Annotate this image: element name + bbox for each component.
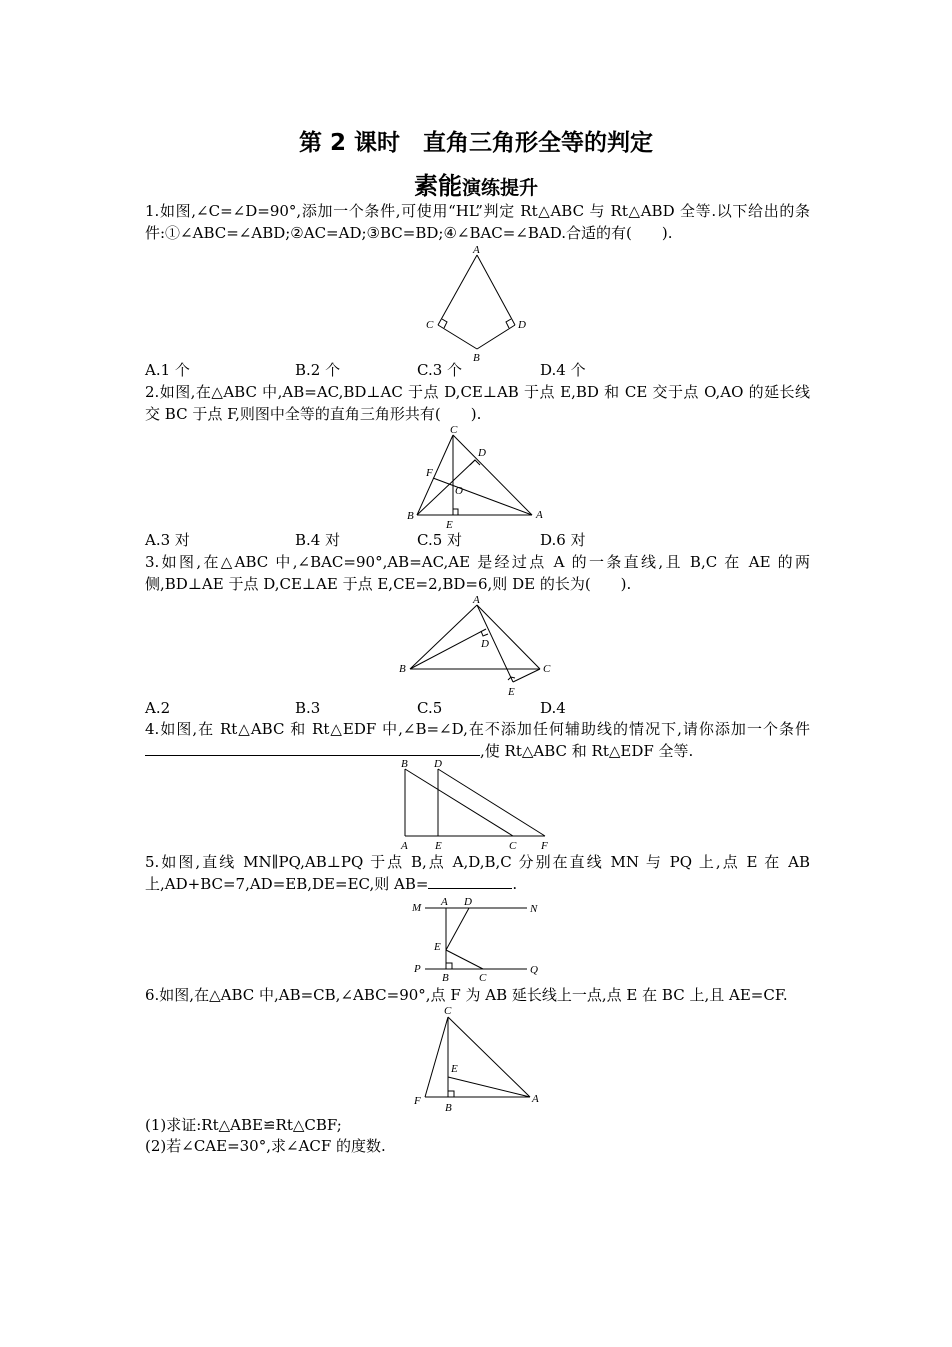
q6-label-e: E xyxy=(451,1063,458,1075)
q2-option-a: A.3 对 xyxy=(145,531,190,549)
q6-label-c: C xyxy=(444,1005,452,1017)
q3-label-c: C xyxy=(543,663,551,675)
q3-label-d: D xyxy=(481,638,489,650)
q1-label-c: C xyxy=(426,319,434,331)
q5-answer-blank[interactable] xyxy=(428,874,512,889)
q4-label-b: B xyxy=(401,758,408,770)
q1-label-b: B xyxy=(473,352,480,364)
q5-text-pre: 5.如图,直线 MN∥PQ,AB⊥PQ 于点 B,点 A,D,B,C 分别在直线 MN 与 PQ 上,点 E 在 AB 上,AD+BC=7,AD=EB,DE=EC,则 AB= xyxy=(145,853,810,893)
question-4-text xyxy=(145,718,810,762)
question-6-figure xyxy=(410,1003,545,1115)
section-heading-main: 素能 xyxy=(413,172,462,200)
q3-option-b: B.3 xyxy=(295,699,321,717)
q1-option-a: A.1 个 xyxy=(145,361,190,379)
q2-option-b: B.4 对 xyxy=(295,531,341,549)
q4-answer-blank[interactable] xyxy=(145,741,480,756)
q2-label-a: A xyxy=(536,509,543,521)
q1-label-d: D xyxy=(518,319,526,331)
q5-text-post: . xyxy=(512,875,518,893)
q6-label-b: B xyxy=(445,1102,452,1114)
section-heading xyxy=(0,166,952,201)
q5-label-p: P xyxy=(414,963,421,975)
q4-label-a: A xyxy=(401,840,408,852)
question-5-text xyxy=(145,851,810,895)
q5-label-b: B xyxy=(442,972,449,984)
question-2-figure xyxy=(400,420,550,532)
q3-option-a: A.2 xyxy=(145,699,171,717)
q4-label-c: C xyxy=(509,840,517,852)
question-6-part-1: (1)求证:Rt△ABE≌Rt△CBF; xyxy=(145,1116,342,1134)
q5-label-c: C xyxy=(479,972,487,984)
q5-label-q: Q xyxy=(530,964,538,976)
q3-label-e: E xyxy=(508,686,515,698)
q1-option-b: B.2 个 xyxy=(295,361,341,379)
q5-label-d: D xyxy=(464,896,472,908)
q3-label-b: B xyxy=(399,663,406,675)
q2-option-d: D.6 对 xyxy=(540,531,586,549)
q4-label-f: F xyxy=(541,840,548,852)
q5-label-a: A xyxy=(441,896,448,908)
q3-option-c: C.5 xyxy=(417,699,443,717)
q1-option-d: D.4 个 xyxy=(540,361,586,379)
question-2-text: 2.如图,在△ABC 中,AB=AC,BD⊥AC 于点 D,CE⊥AB 于点 E,BD 和 CE 交于点 O,AO 的延长线交 BC 于点 F,则图中全等的直角三角形共有( ). xyxy=(145,383,810,423)
q1-label-a: A xyxy=(473,244,480,256)
question-6-part-2: (2)若∠CAE=30°,求∠ACF 的度数. xyxy=(145,1137,386,1155)
section-heading-sub: 演练提升 xyxy=(461,177,538,199)
q2-label-b: B xyxy=(407,510,414,522)
q4-label-e: E xyxy=(435,840,442,852)
q5-label-n: N xyxy=(530,903,538,915)
q3-label-a: A xyxy=(473,594,480,606)
question-3-figure xyxy=(395,593,560,701)
q6-label-a: A xyxy=(532,1093,539,1105)
q6-label-f: F xyxy=(414,1095,421,1107)
q1-option-c: C.3 个 xyxy=(417,361,463,379)
q2-label-f: F xyxy=(426,467,433,479)
q4-label-d: D xyxy=(434,758,442,770)
q2-option-c: C.5 对 xyxy=(417,531,463,549)
q3-option-d: D.4 xyxy=(540,699,566,717)
q4-text-post: ,使 Rt△ABC 和 Rt△EDF 全等. xyxy=(480,742,694,760)
question-6-text: 6.如图,在△ABC 中,AB=CB,∠ABC=90°,点 F 为 AB 延长线上一点,点 E 在 BC 上,且 AE=CF. xyxy=(145,986,788,1004)
q2-label-e: E xyxy=(446,519,453,531)
q4-text-pre: 4.如图,在 Rt△ABC 和 Rt△EDF 中,∠B=∠D,在不添加任何辅助线的情况下,请你添加一个条件 xyxy=(145,720,810,738)
q5-label-m: M xyxy=(412,902,422,914)
q5-label-e: E xyxy=(434,941,441,953)
question-5-figure xyxy=(405,893,550,985)
question-3-text: 3.如图,在△ABC 中,∠BAC=90°,AB=AC,AE 是经过点 A 的一条直线,且 B,C 在 AE 的两侧,BD⊥AE 于点 D,CE⊥AE 于点 E,CE=2,BD=6,则 DE 的长为( ). xyxy=(145,553,810,593)
q2-label-d: D xyxy=(478,447,486,459)
question-4-figure xyxy=(395,757,560,853)
q2-label-o: O xyxy=(455,485,463,497)
q2-label-c: C xyxy=(450,424,458,436)
question-1-text: 1.如图,∠C=∠D=90°,添加一个条件,可使用“HL”判定 Rt△ABC 与 Rt△ABD 全等.以下给出的条件:①∠ABC=∠ABD;②AC=AD;③BC=BD;④∠BAC=∠BAD.合适的有( ). xyxy=(145,202,810,242)
question-1-figure xyxy=(420,243,530,363)
page-title: 第 2 课时 直角三角形全等的判定 xyxy=(298,130,654,156)
